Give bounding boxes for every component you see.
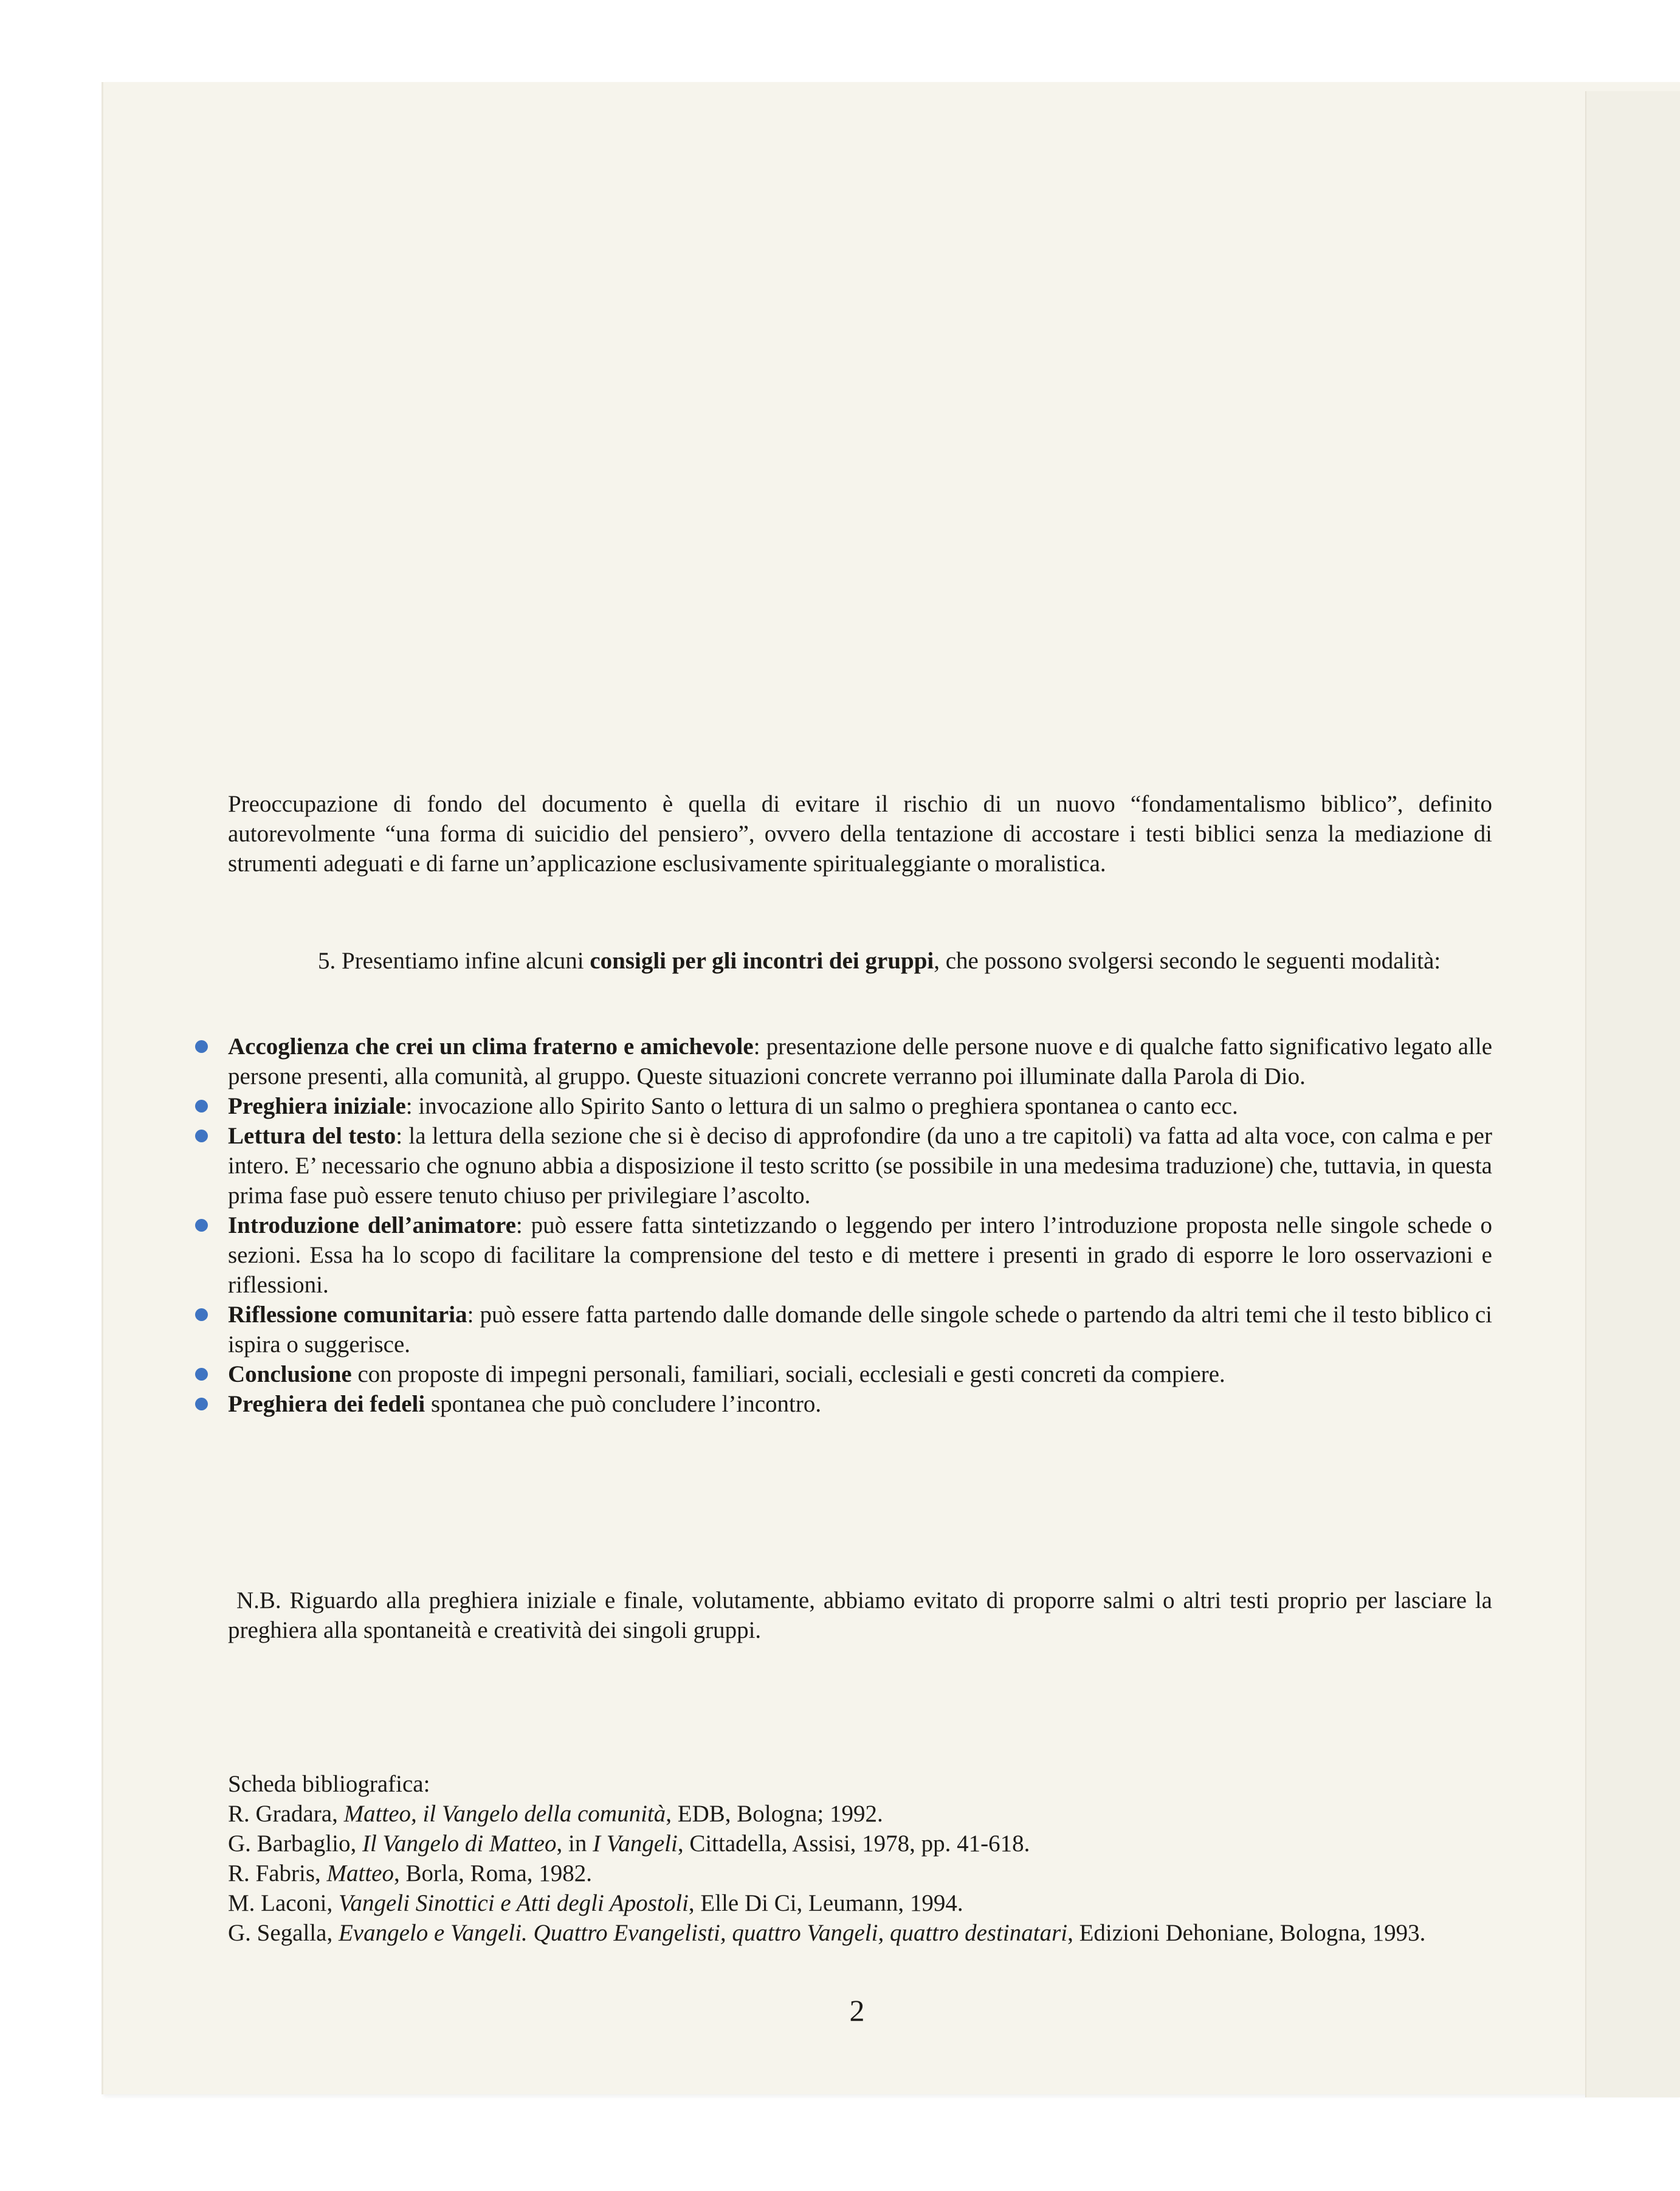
bullet-icon	[195, 1100, 208, 1113]
list-item-text: con proposte di impegni personali, familiari, sociali, ecclesiali e gesti concreti da compiere.	[351, 1361, 1225, 1387]
point-5-lead: 5. Presentiamo infine alcuni	[318, 948, 590, 974]
point-5-rest: , che possono svolgersi secondo le seguenti modalità:	[934, 948, 1441, 974]
list-item	[228, 1389, 1492, 1419]
bullet-icon	[195, 1219, 208, 1232]
list-item-text: : presentazione delle persone nuove e di qualche fatto significativo legato alle persone presenti, alla comunità, al gruppo. Queste situazioni concrete verranno poi illuminate dalla Parola di Dio.	[228, 1033, 1493, 1089]
page-number: 2	[849, 1993, 865, 2027]
fold-line	[1585, 91, 1586, 2097]
list-item-text: : può essere fatta sintetizzando o leggendo per intero l’introduzione proposta nelle singole schede o sezioni. Essa ha lo scopo di facilitare la comprensione del testo e di mettere i presenti in grado di esporre le loro osservazioni e riflessioni.	[228, 1212, 1493, 1298]
intro-paragraph	[228, 789, 1492, 878]
point-5-bold: consigli per gli incontri dei gruppi	[590, 948, 934, 974]
bibliography-entry: M. Laconi, Vangeli Sinottici e Atti degli Apostoli, Elle Di Ci, Leumann, 1994.	[228, 1890, 963, 1916]
bibliography-entry: G. Barbaglio, Il Vangelo di Matteo, in I Vangeli, Cittadella, Assisi, 1978, pp. 41-618.	[228, 1830, 1030, 1857]
bibliography	[228, 1769, 1492, 1948]
list-item	[228, 1121, 1492, 1210]
list-item-text: : la lettura della sezione che si è deciso di approfondire (da uno a tre capitoli) va fatta ad alta voce, con calma e per intero. E’ necessario che ognuno abbia a disposizione il testo scritto (se possibile in una medesima traduzione) che, tuttavia, in questa prima fase può essere tenuto chiuso per privilegiare l’ascolto.	[228, 1123, 1492, 1209]
list-item-title: Accoglienza che crei un clima fraterno e amichevole	[228, 1033, 754, 1060]
modalities-list	[228, 1032, 1492, 1419]
bullet-icon	[195, 1040, 208, 1053]
bibliography-heading: Scheda bibliografica:	[228, 1771, 430, 1797]
bullet-icon	[195, 1308, 208, 1321]
intro-text: Preoccupazione di fondo del documento è quella di evitare il rischio di un nuovo “fondamentalismo biblico”, definito autorevolmente “una forma di suicidio del pensiero”, ovvero della tentazione di accostare i testi biblici senza la mediazione di strumenti adeguati e di farne un’applicazione esclusivamente spiritualeggiante o moralistica.	[228, 791, 1492, 877]
list-item	[228, 1300, 1492, 1359]
list-item	[228, 1091, 1492, 1121]
list-item-title: Conclusione	[228, 1361, 352, 1387]
nb-text: N.B. Riguardo alla preghiera iniziale e finale, volutamente, abbiamo evitato di proporre salmi o altri testi proprio per lasciare la preghiera alla spontaneità e creatività dei singoli gruppi.	[228, 1587, 1492, 1643]
bullet-icon	[195, 1130, 208, 1142]
bibliography-entry: G. Segalla, Evangelo e Vangeli. Quattro Evangelisti, quattro Vangeli, quattro destinatari, Edizioni Dehoniane, Bologna, 1993.	[228, 1920, 1426, 1946]
bullet-icon	[195, 1398, 208, 1410]
list-item-title: Preghiera iniziale	[228, 1093, 406, 1119]
list-item	[228, 1359, 1492, 1389]
nb-paragraph	[228, 1585, 1492, 1645]
point-5-paragraph	[228, 946, 1492, 976]
list-item	[228, 1032, 1492, 1091]
list-item-text: spontanea che può concludere l’incontro.	[425, 1391, 822, 1417]
bibliography-entry: R. Fabris, Matteo, Borla, Roma, 1982.	[228, 1860, 593, 1886]
list-item-title: Riflessione comunitaria	[228, 1302, 467, 1328]
list-item-title: Lettura del testo	[228, 1123, 396, 1149]
page-fold	[1586, 91, 1680, 2097]
list-item-title: Preghiera dei fedeli	[228, 1391, 425, 1417]
list-item-title: Introduzione dell’animatore	[228, 1212, 516, 1238]
list-item-text: : invocazione allo Spirito Santo o lettura di un salmo o preghiera spontanea o canto ecc.	[405, 1093, 1238, 1119]
list-item	[228, 1210, 1492, 1300]
list-item-text: : può essere fatta partendo dalle domande delle singole schede o partendo da altri temi che il testo biblico ci ispira o suggerisce.	[228, 1302, 1492, 1358]
bibliography-entry: R. Gradara, Matteo, il Vangelo della comunità, EDB, Bologna; 1992.	[228, 1801, 883, 1827]
bullet-icon	[195, 1368, 208, 1381]
